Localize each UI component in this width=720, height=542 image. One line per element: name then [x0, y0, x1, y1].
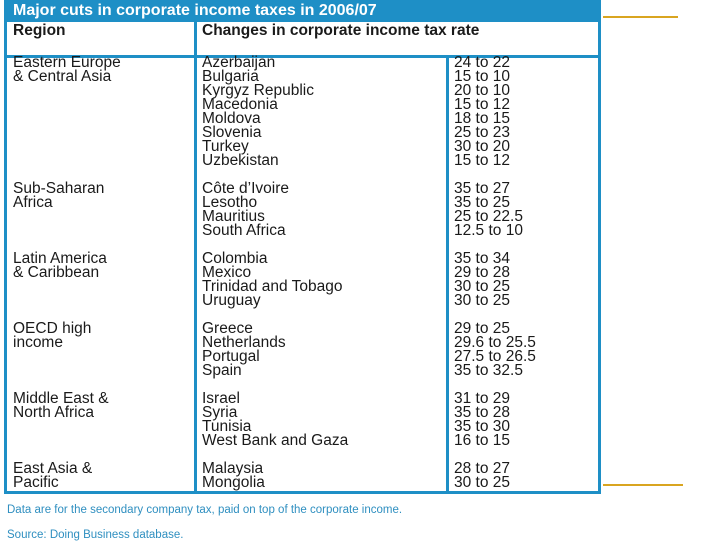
- country-name: Mexico: [202, 264, 252, 281]
- region-label: East Asia &: [13, 460, 93, 477]
- country-name: Macedonia: [202, 96, 278, 113]
- rate-change: 15 to 10: [454, 68, 511, 85]
- rate-change: 20 to 10: [454, 82, 511, 99]
- rate-change: 15 to 12: [454, 152, 511, 169]
- rate-change: 30 to 20: [454, 138, 511, 155]
- rate-change: 30 to 25: [454, 292, 511, 309]
- rate-change: 31 to 29: [454, 390, 511, 407]
- rate-change: 29.6 to 25.5: [454, 334, 536, 351]
- table-row: [7, 154, 598, 168]
- country-name: Israel: [202, 390, 240, 407]
- rate-change: 24 to 22: [454, 54, 511, 71]
- tax-cuts-table: [4, 0, 601, 494]
- rate-change: 29 to 28: [454, 264, 511, 281]
- country-name: Bulgaria: [202, 68, 259, 85]
- country-name: Kyrgyz Republic: [202, 82, 314, 99]
- rule-line: [603, 484, 683, 486]
- rate-change: 27.5 to 26.5: [454, 348, 536, 365]
- rate-change: 18 to 15: [454, 110, 511, 127]
- rule-line: [603, 16, 678, 18]
- rate-change: 30 to 25: [454, 278, 511, 295]
- region-label: & Caribbean: [13, 264, 100, 281]
- table-body: [7, 56, 598, 490]
- country-name: Malaysia: [202, 460, 264, 477]
- country-name: Mauritius: [202, 208, 265, 225]
- rate-change: 35 to 25: [454, 194, 511, 211]
- country-name: Colombia: [202, 250, 268, 267]
- rate-change: 12.5 to 10: [454, 222, 523, 239]
- table-row: [7, 434, 598, 448]
- rate-change: 25 to 22.5: [454, 208, 523, 225]
- header-region: Region: [13, 22, 66, 39]
- country-name: Mongolia: [202, 474, 265, 491]
- rate-change: 35 to 30: [454, 418, 511, 435]
- footnote: Data are for the secondary company tax, paid on top of the corporate income.: [7, 504, 403, 516]
- country-name: Turkey: [202, 138, 249, 155]
- country-name: Slovenia: [202, 124, 262, 141]
- rate-change: 35 to 32.5: [454, 362, 523, 379]
- rate-change: 15 to 12: [454, 96, 511, 113]
- rate-change: 25 to 23: [454, 124, 511, 141]
- country-name: Syria: [202, 404, 238, 421]
- country-name: Uzbekistan: [202, 152, 279, 169]
- table-header: [7, 22, 598, 58]
- country-name: West Bank and Gaza: [202, 432, 349, 449]
- region-label: income: [13, 334, 63, 351]
- country-name: Uruguay: [202, 292, 261, 309]
- table-row: [7, 364, 598, 378]
- region-label: Sub-Saharan: [13, 180, 105, 197]
- region-label: & Central Asia: [13, 68, 112, 85]
- region-label: OECD high: [13, 320, 92, 337]
- table-title: Major cuts in corporate income taxes in 2006/07: [7, 0, 598, 22]
- table-row: [7, 294, 598, 308]
- region-label: Africa: [13, 194, 53, 211]
- country-name: Portugal: [202, 348, 260, 365]
- region-label: Pacific: [13, 474, 59, 491]
- region-label: Latin America: [13, 250, 107, 267]
- country-name: Greece: [202, 320, 253, 337]
- country-name: Netherlands: [202, 334, 286, 351]
- rate-change: 30 to 25: [454, 474, 511, 491]
- rate-change: 35 to 34: [454, 250, 511, 267]
- country-name: Moldova: [202, 110, 261, 127]
- country-name: Côte d’Ivoire: [202, 180, 290, 197]
- country-name: Tunisia: [202, 418, 252, 435]
- rate-change: 16 to 15: [454, 432, 511, 449]
- table-row: [7, 476, 598, 490]
- region-label: North Africa: [13, 404, 94, 421]
- rate-change: 35 to 28: [454, 404, 511, 421]
- region-label: Eastern Europe: [13, 54, 121, 71]
- source-note: Source: Doing Business database.: [7, 529, 184, 541]
- country-name: Lesotho: [202, 194, 258, 211]
- rate-change: 28 to 27: [454, 460, 511, 477]
- table-row: [7, 224, 598, 238]
- region-label: Middle East &: [13, 390, 109, 407]
- header-change: Changes in corporate income tax rate: [202, 22, 480, 39]
- rate-change: 35 to 27: [454, 180, 511, 197]
- country-name: South Africa: [202, 222, 286, 239]
- rate-change: 29 to 25: [454, 320, 511, 337]
- country-name: Trinidad and Tobago: [202, 278, 343, 295]
- country-name: Azerbaijan: [202, 54, 276, 71]
- country-name: Spain: [202, 362, 242, 379]
